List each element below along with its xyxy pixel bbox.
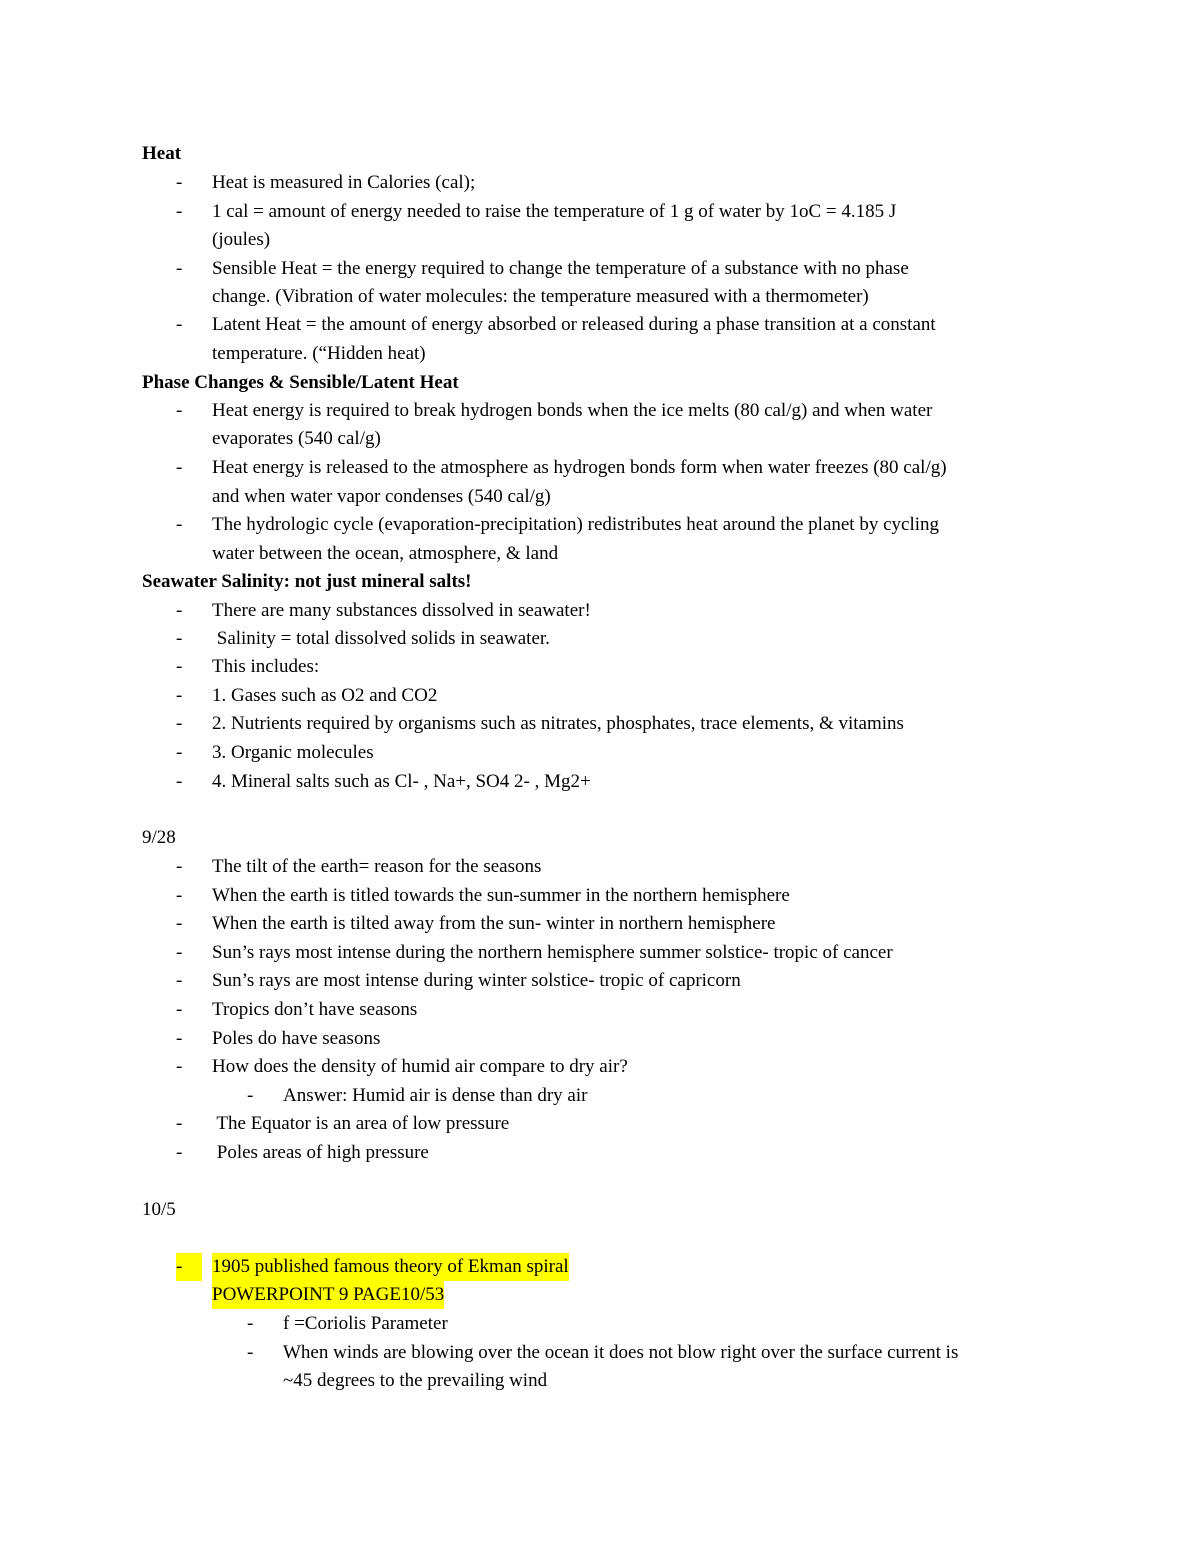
bullet-dash: - (176, 600, 183, 621)
bullet-dash: - (176, 656, 183, 677)
list-item: Sun’s rays are most intense during winter solstice- tropic of capricorn (212, 970, 741, 991)
list-item: When the earth is tilted away from the sun- winter in northern hemisphere (212, 913, 776, 934)
date-heading-9-28: 9/28 (142, 827, 176, 848)
list-item-continuation: water between the ocean, atmosphere, & land (212, 543, 559, 564)
date-heading-10-5: 10/5 (142, 1199, 176, 1220)
list-item: 2. Nutrients required by organisms such as nitrates, phosphates, trace elements, & vitamins (212, 713, 904, 734)
bullet-dash: - (176, 685, 183, 706)
list-item: The tilt of the earth= reason for the seasons (212, 856, 542, 877)
bullet-dash: - (176, 258, 183, 279)
bullet-dash: - (176, 314, 183, 335)
sub-bullet-dash: - (247, 1342, 254, 1363)
sub-list-item: Answer: Humid air is dense than dry air (283, 1085, 588, 1106)
bullet-dash: - (176, 172, 183, 193)
bullet-dash: - (176, 400, 183, 421)
bullet-dash: - (176, 1142, 183, 1163)
heading-phase-changes: Phase Changes & Sensible/Latent Heat (142, 372, 459, 393)
bullet-dash: - (176, 771, 183, 792)
sub-bullet-dash: - (247, 1313, 254, 1334)
bullet-dash: - (176, 742, 183, 763)
list-item: The hydrologic cycle (evaporation-precipitation) redistributes heat around the planet by cycling (212, 514, 940, 535)
list-item: This includes: (212, 656, 320, 677)
bullet-dash: - (176, 514, 183, 535)
list-item-continuation-highlighted: POWERPOINT 9 PAGE10/53 (212, 1281, 444, 1309)
bullet-dash: - (176, 713, 183, 734)
bullet-dash: - (176, 970, 183, 991)
heading-seawater-salinity: Seawater Salinity: not just mineral salts! (142, 571, 472, 592)
bullet-dash: - (176, 457, 183, 478)
list-item: When the earth is titled towards the sun-summer in the northern hemisphere (212, 885, 790, 906)
list-item-continuation: temperature. (“Hidden heat) (212, 343, 426, 364)
bullet-dash-highlighted: - (176, 1253, 202, 1281)
bullet-dash: - (176, 628, 183, 649)
list-item: 3. Organic molecules (212, 742, 374, 763)
list-item-continuation: and when water vapor condenses (540 cal/g) (212, 486, 551, 507)
list-item-continuation: change. (Vibration of water molecules: the temperature measured with a thermometer) (212, 286, 869, 307)
list-item: Heat energy is required to break hydrogen bonds when the ice melts (80 cal/g) and when water (212, 400, 933, 421)
list-item: Sun’s rays most intense during the northern hemisphere summer solstice- tropic of cancer (212, 942, 893, 963)
list-item-continuation: (joules) (212, 229, 271, 250)
heading-heat: Heat (142, 143, 182, 164)
list-item: Salinity = total dissolved solids in seawater. (212, 628, 550, 649)
list-item: Tropics don’t have seasons (212, 999, 418, 1020)
sub-list-item-continuation: ~45 degrees to the prevailing wind (283, 1370, 548, 1391)
list-item: How does the density of humid air compare to dry air? (212, 1056, 628, 1077)
bullet-dash: - (176, 201, 183, 222)
list-item: Heat energy is released to the atmosphere as hydrogen bonds form when water freezes (80 cal/g) (212, 457, 947, 478)
list-item-continuation: evaporates (540 cal/g) (212, 428, 381, 449)
bullet-dash: - (176, 856, 183, 877)
list-item-highlighted: 1905 published famous theory of Ekman spiral (212, 1253, 569, 1281)
bullet-dash: - (176, 885, 183, 906)
list-item: The Equator is an area of low pressure (212, 1113, 510, 1134)
sub-bullet-dash: - (247, 1085, 254, 1106)
bullet-dash: - (176, 942, 183, 963)
list-item: Poles areas of high pressure (212, 1142, 429, 1163)
bullet-dash: - (176, 1056, 183, 1077)
bullet-dash: - (176, 913, 183, 934)
list-item: There are many substances dissolved in seawater! (212, 600, 591, 621)
sub-list-item: When winds are blowing over the ocean it does not blow right over the surface current is (283, 1342, 959, 1363)
list-item: 4. Mineral salts such as Cl- , Na+, SO4 2- , Mg2+ (212, 771, 591, 792)
list-item: Heat is measured in Calories (cal); (212, 172, 476, 193)
bullet-dash: - (176, 1113, 183, 1134)
bullet-dash: - (176, 999, 183, 1020)
list-item: 1. Gases such as O2 and CO2 (212, 685, 438, 706)
list-item: Sensible Heat = the energy required to change the temperature of a substance with no phase (212, 258, 909, 279)
list-item: Latent Heat = the amount of energy absorbed or released during a phase transition at a constant (212, 314, 936, 335)
sub-list-item: f =Coriolis Parameter (283, 1313, 448, 1334)
list-item: Poles do have seasons (212, 1028, 381, 1049)
list-item: 1 cal = amount of energy needed to raise the temperature of 1 g of water by 1oC = 4.185 J (212, 201, 897, 222)
bullet-dash: - (176, 1028, 183, 1049)
